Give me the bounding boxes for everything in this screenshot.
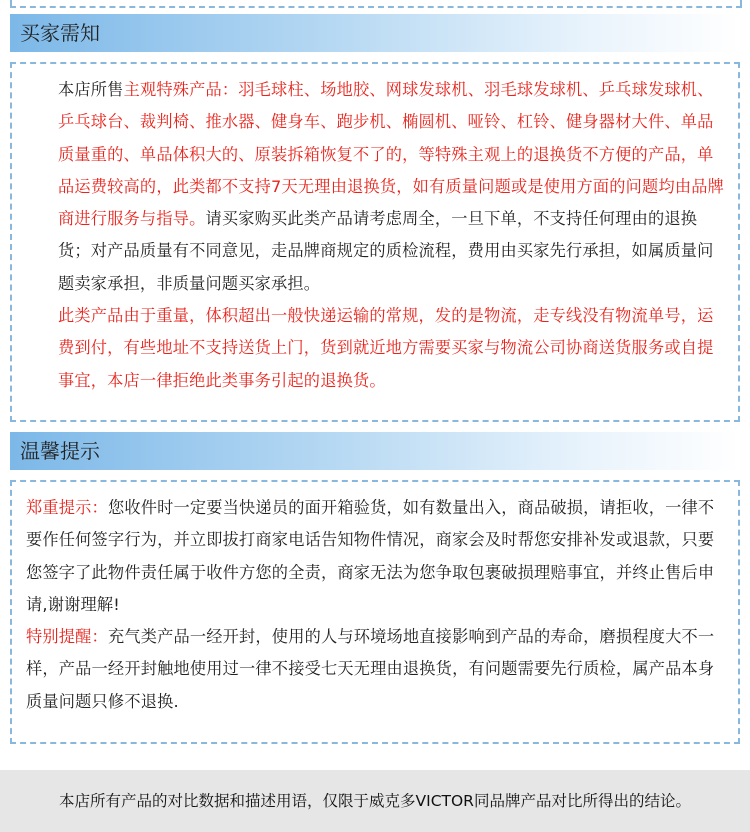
buyer-notice-heading: 买家需知 (10, 14, 740, 52)
buyer-notice-lead: 本店所售 (58, 80, 124, 99)
tip-special-text: 充气类产品一经开封，使用的人与环境场地直接影响到产品的寿命，磨损程度大不一样，产品一经开封触地使用过一律不接受七天无理由退换货，有问题需要先行质检，属产品本身质量问题只修不退换. (26, 627, 715, 711)
buyer-notice-return-policy: 请买家购买此类产品请考虑周全，一旦下单，不支持任何理由的退换货；对产品质量有不同意见，走品牌商规定的质检流程，费用由买家先行承担，如属质量问题卖家承担，非质量问题买家承担。 (58, 209, 714, 293)
tip-special (26, 621, 724, 718)
tips-box (10, 480, 740, 744)
tip-important (26, 492, 724, 621)
tip-special-label: 特别提醒： (26, 627, 108, 647)
buyer-notice-box (10, 62, 740, 422)
tip-important-text: 您收件时一定要当快递员的面开箱验货，如有数量出入，商品破损，请拒收，一律不要作任何签字行为，并立即拔打商家电话告知物件情况，商家会及时帮您安排补发或退款，只要您签字了此物件责任属于收件方您的全责，商家无法为您争取包裹破损理赔事宜，并终止售后申请,谢谢理解! (26, 498, 715, 614)
top-dashed-frame (10, 0, 742, 8)
tips-heading: 温馨提示 (10, 432, 740, 470)
buyer-notice-paragraph-2: 此类产品由于重量，体积超出一般快递运输的常规，发的是物流，走专线没有物流单号，运费到付，有些地址不支持送货上门，货到就近地方需要买家与物流公司协商送货服务或自提事宜，本店一律拒绝此类事务引起的退换货。 (58, 306, 714, 390)
buyer-notice-paragraph-1 (26, 74, 724, 300)
buyer-notice-special-products: 主观特殊产品：羽毛球柱、场地胶、网球发球机、羽毛球发球机、乒乓球发球机、乒乓球台、裁判椅、推水器、健身车、跑步机、椭圆机、哑铃、杠铃、健身器材大件、单品质量重的、单品体积大的、原装拆箱恢复不了的，等特殊主观上的退换货不方便的产品，单品运费较高的，此类都不支持7天无理由退换货，如有质量问题或是使用方面的问题均由品牌商进行服务与指导。 (58, 80, 724, 229)
tip-important-label: 郑重提示： (26, 498, 108, 517)
footer-disclaimer: 本店所有产品的对比数据和描述用语，仅限于威克多VICTOR同品牌产品对比所得出的结论。 (0, 770, 750, 832)
